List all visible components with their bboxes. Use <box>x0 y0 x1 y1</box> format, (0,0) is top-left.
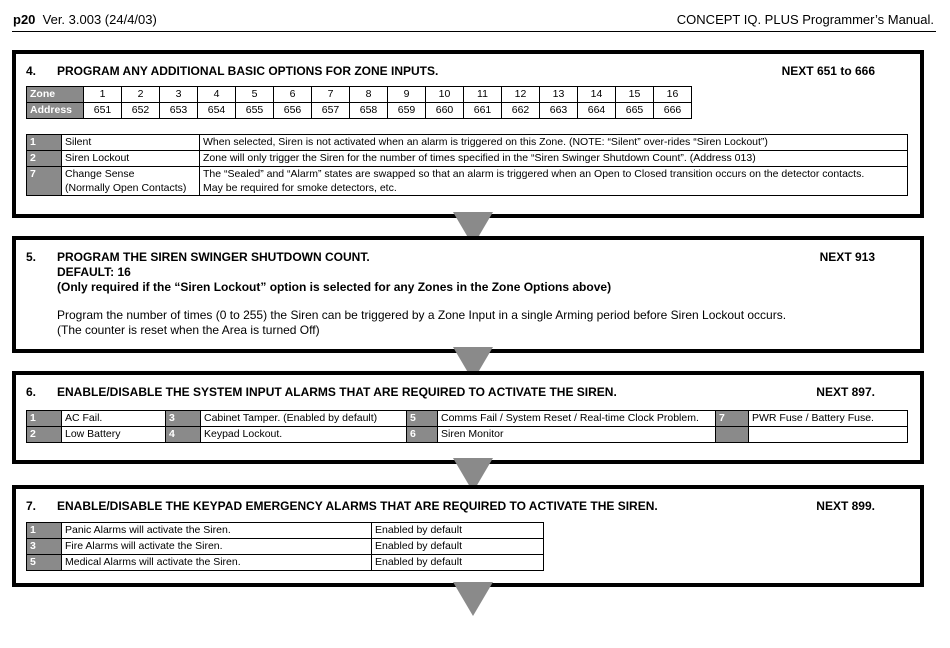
address-cell: 663 <box>540 103 578 119</box>
table-row <box>27 151 908 167</box>
down-arrow-icon <box>453 582 493 616</box>
option-text: Comms Fail / System Reset / Real-time Clock Problem. <box>438 411 716 427</box>
table-row <box>27 135 908 151</box>
option-number <box>716 427 749 443</box>
option-default: Enabled by default <box>372 555 544 571</box>
option-text: PWR Fuse / Battery Fuse. <box>749 411 908 427</box>
section-6 <box>12 371 924 464</box>
zone-cell: 14 <box>578 87 616 103</box>
default-value: DEFAULT: 16 <box>57 265 131 279</box>
zone-cell: 15 <box>616 87 654 103</box>
address-cell: 664 <box>578 103 616 119</box>
address-cell: 666 <box>654 103 692 119</box>
address-cell: 653 <box>160 103 198 119</box>
system-alarms-table <box>26 410 908 443</box>
option-default: Enabled by default <box>372 523 544 539</box>
section-number: 4. <box>26 64 37 78</box>
option-number: 6 <box>407 427 438 443</box>
address-cell: 656 <box>274 103 312 119</box>
page-header-left <box>13 12 157 27</box>
zone-cell: 7 <box>312 87 350 103</box>
header-rule <box>12 31 936 32</box>
option-text: Cabinet Tamper. (Enabled by default) <box>201 411 407 427</box>
next-address: NEXT 899. <box>816 499 875 513</box>
section-title: ENABLE/DISABLE THE SYSTEM INPUT ALARMS THAT ARE REQUIRED TO ACTIVATE THE SIREN. <box>57 385 617 399</box>
section-number: 6. <box>26 385 37 399</box>
option-number: 3 <box>166 411 201 427</box>
table-row <box>27 167 908 196</box>
version: Ver. 3.003 (24/4/03) <box>42 12 157 27</box>
option-number: 7 <box>716 411 749 427</box>
next-address: NEXT 651 to 666 <box>781 64 875 78</box>
zone-cell: 3 <box>160 87 198 103</box>
zone-cell: 9 <box>388 87 426 103</box>
address-cell: 657 <box>312 103 350 119</box>
option-number: 2 <box>27 151 62 167</box>
table-row <box>27 555 544 571</box>
section-4 <box>12 50 924 218</box>
option-name <box>62 167 200 196</box>
address-cell: 654 <box>198 103 236 119</box>
address-cell: 655 <box>236 103 274 119</box>
zone-cell: 12 <box>502 87 540 103</box>
table-row <box>27 411 908 427</box>
address-cell: 661 <box>464 103 502 119</box>
zone-cell: 1 <box>84 87 122 103</box>
option-default: Enabled by default <box>372 539 544 555</box>
option-number: 4 <box>166 427 201 443</box>
option-desc: Zone will only trigger the Siren for the number of times specified in the “Siren Swinger Shutdown Count”. (Address 013) <box>200 151 908 167</box>
address-cell: 651 <box>84 103 122 119</box>
option-text <box>749 427 908 443</box>
zone-address-table <box>26 86 692 119</box>
option-number: 3 <box>27 539 62 555</box>
option-number: 5 <box>27 555 62 571</box>
table-row <box>27 427 908 443</box>
zone-cell: 2 <box>122 87 160 103</box>
option-name: Silent <box>62 135 200 151</box>
option-text: Siren Monitor <box>438 427 716 443</box>
option-text: Fire Alarms will activate the Siren. <box>62 539 372 555</box>
next-address: NEXT 897. <box>816 385 875 399</box>
option-text: Medical Alarms will activate the Siren. <box>62 555 372 571</box>
zone-cell: 8 <box>350 87 388 103</box>
option-name-line2: (Normally Open Contacts) <box>65 182 187 194</box>
address-cell: 665 <box>616 103 654 119</box>
section-title: PROGRAM THE SIREN SWINGER SHUTDOWN COUNT. <box>57 250 370 264</box>
option-text: Low Battery <box>62 427 166 443</box>
address-cell: 658 <box>350 103 388 119</box>
keypad-alarms-table <box>26 522 544 571</box>
option-text: Panic Alarms will activate the Siren. <box>62 523 372 539</box>
table-row <box>27 523 544 539</box>
option-desc-line1: The “Sealed” and “Alarm” states are swapped so that an alarm is triggered when an Open to Closed transition occurs on the detector contacts. <box>203 168 865 180</box>
zone-cell: 4 <box>198 87 236 103</box>
address-cell: 660 <box>426 103 464 119</box>
page-number: p20 <box>13 12 36 27</box>
next-address: NEXT 913 <box>819 250 875 264</box>
option-number: 1 <box>27 523 62 539</box>
zone-cell: 10 <box>426 87 464 103</box>
section-title: ENABLE/DISABLE THE KEYPAD EMERGENCY ALARMS THAT ARE REQUIRED TO ACTIVATE THE SIREN. <box>57 499 658 513</box>
zone-cell: 6 <box>274 87 312 103</box>
option-number: 1 <box>27 135 62 151</box>
section-5 <box>12 236 924 353</box>
option-desc: When selected, Siren is not activated when an alarm is triggered on this Zone. (NOTE: “Silent” over-rides “Siren Lockout”) <box>200 135 908 151</box>
description-line2: (The counter is reset when the Area is turned Off) <box>57 323 320 337</box>
option-desc <box>200 167 908 196</box>
section-number: 5. <box>26 250 37 264</box>
option-text: AC Fail. <box>62 411 166 427</box>
section-7 <box>12 485 924 587</box>
option-number: 2 <box>27 427 62 443</box>
zone-cell: 5 <box>236 87 274 103</box>
option-name: Siren Lockout <box>62 151 200 167</box>
option-text: Keypad Lockout. <box>201 427 407 443</box>
address-cell: 659 <box>388 103 426 119</box>
option-number: 1 <box>27 411 62 427</box>
description-line1: Program the number of times (0 to 255) the Siren can be triggered by a Zone Input in a single Arming period before Siren Lockout occurs. <box>57 308 787 322</box>
section-number: 7. <box>26 499 37 513</box>
address-cell: 662 <box>502 103 540 119</box>
section-title: PROGRAM ANY ADDITIONAL BASIC OPTIONS FOR ZONE INPUTS. <box>57 64 439 78</box>
option-desc-line2: May be required for smoke detectors, etc. <box>203 182 397 194</box>
zone-cell: 13 <box>540 87 578 103</box>
address-cell: 652 <box>122 103 160 119</box>
address-label: Address <box>27 103 84 119</box>
option-name-line1: Change Sense <box>65 168 135 180</box>
zone-cell: 16 <box>654 87 692 103</box>
manual-title: CONCEPT IQ. PLUS Programmer’s Manual. <box>676 12 934 27</box>
zone-label: Zone <box>27 87 84 103</box>
section-note: (Only required if the “Siren Lockout” option is selected for any Zones in the Zone Options above) <box>57 280 612 294</box>
option-number: 7 <box>27 167 62 196</box>
zone-options-table <box>26 134 908 196</box>
table-row <box>27 539 544 555</box>
option-number: 5 <box>407 411 438 427</box>
zone-cell: 11 <box>464 87 502 103</box>
